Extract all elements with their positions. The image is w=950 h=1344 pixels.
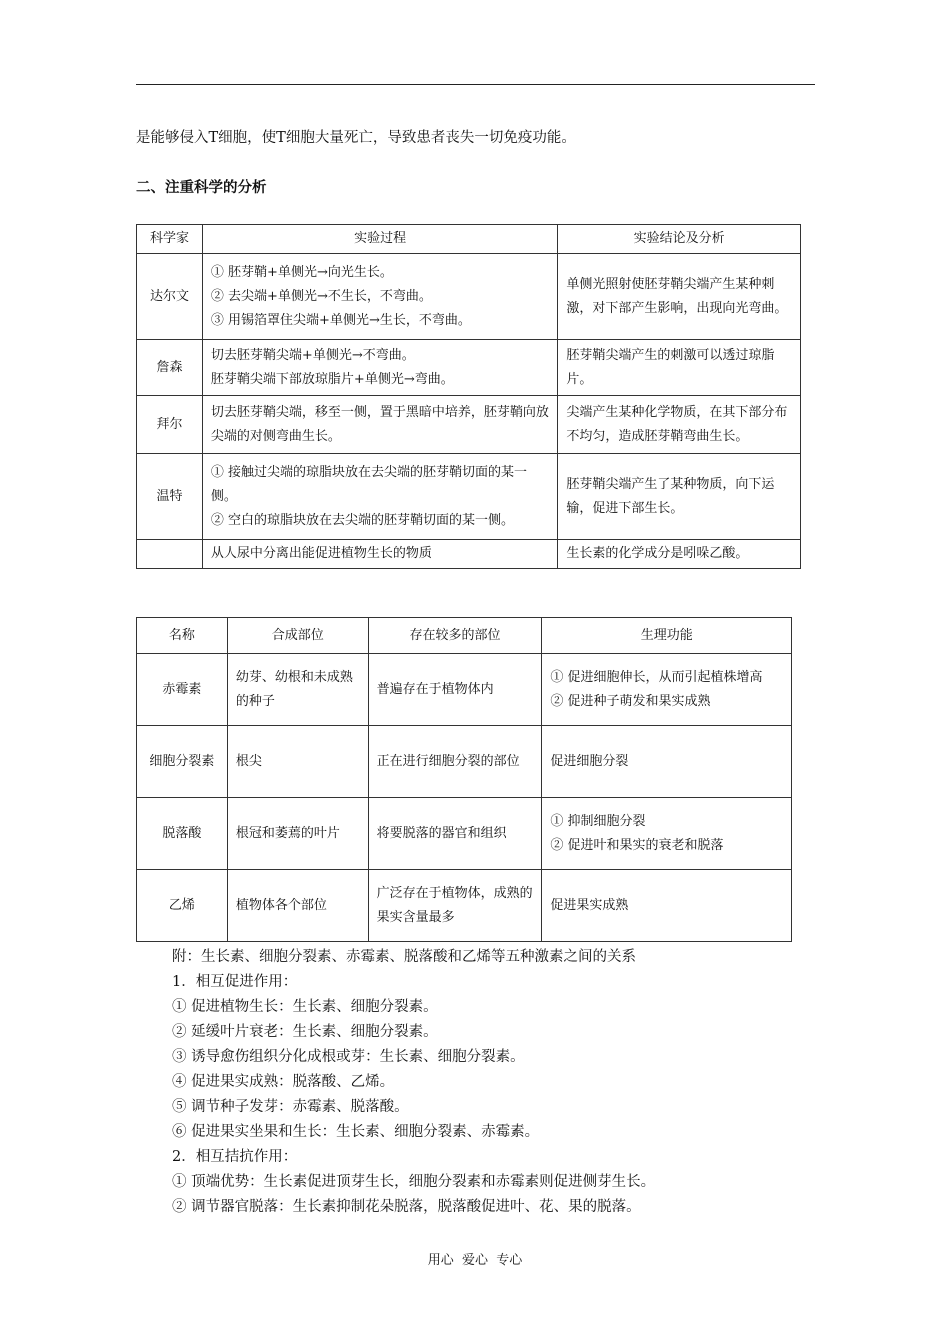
table-header-row — [137, 225, 801, 254]
note-line: 附：生长素、细胞分裂素、赤霉素、脱落酸和乙烯等五种激素之间的关系 — [172, 949, 636, 965]
conclusion-cell: 单侧光照射使胚芽鞘尖端产生某种刺激，对下部产生影响，出现向光弯曲。 — [558, 254, 801, 340]
note-line: 1．相互促进作用： — [172, 974, 298, 990]
table-row — [137, 726, 792, 798]
table-row — [137, 454, 801, 540]
column-header: 生理功能 — [542, 618, 792, 654]
process-step: ① 胚芽鞘+单侧光→向光生长。 — [210, 264, 393, 280]
note-line: ④ 促进果实成熟：脱落酸、乙烯。 — [172, 1074, 395, 1090]
page-footer: 用心 爱心 专心 — [427, 1253, 523, 1268]
scientist-cell: 拜尔 — [137, 396, 203, 454]
conclusion-cell: 胚芽鞘尖端产生的刺激可以透过琼脂片。 — [558, 340, 801, 396]
scientist-cell — [137, 540, 203, 569]
conclusion-cell: 生长素的化学成分是吲哚乙酸。 — [558, 540, 801, 569]
process-cell — [202, 454, 557, 540]
note-line: ③ 诱导愈伤组织分化成根或芽：生长素、细胞分裂素。 — [172, 1049, 525, 1065]
function-item: ① 抑制细胞分裂 — [550, 813, 646, 829]
table-row — [137, 870, 792, 942]
note-line: ① 促进植物生长：生长素、细胞分裂素。 — [172, 999, 438, 1015]
process-step: ② 去尖端+单侧光→不生长，不弯曲。 — [210, 288, 432, 304]
table-row — [137, 340, 801, 396]
conclusion-cell: 尖端产生某种化学物质，在其下部分布不均匀，造成胚芽鞘弯曲生长。 — [558, 396, 801, 454]
hormone-name-cell: 赤霉素 — [137, 654, 228, 726]
table-row — [137, 654, 792, 726]
function-item: ② 促进种子萌发和果实成熟 — [550, 693, 711, 709]
function-cell — [542, 798, 792, 870]
process-step: 胚芽鞘尖端下部放琼脂片+单侧光→弯曲。 — [210, 371, 454, 387]
note-line: ① 顶端优势：生长素促进顶芽生长，细胞分裂素和赤霉素则促进侧芽生长。 — [172, 1174, 656, 1190]
note-line: ② 延缓叶片衰老：生长素、细胞分裂素。 — [172, 1024, 438, 1040]
process-cell — [202, 254, 557, 340]
location-cell: 将要脱落的器官和组织 — [368, 798, 542, 870]
hormone-relations-notes — [172, 945, 655, 1220]
column-header: 名称 — [137, 618, 228, 654]
note-line: ② 调节器官脱落：生长素抑制花朵脱落，脱落酸促进叶、花、果的脱落。 — [172, 1199, 641, 1215]
scientist-cell: 达尔文 — [137, 254, 203, 340]
table-header-row — [137, 618, 792, 654]
hormone-name-cell: 脱落酸 — [137, 798, 228, 870]
location-cell: 普遍存在于植物体内 — [368, 654, 542, 726]
note-line: ⑥ 促进果实坐果和生长：生长素、细胞分裂素、赤霉素。 — [172, 1124, 540, 1140]
process-cell: 切去胚芽鞘尖端，移至一侧，置于黑暗中培养，胚芽鞘向放尖端的对侧弯曲生长。 — [202, 396, 557, 454]
header-rule — [136, 84, 815, 85]
function-item: ① 促进细胞伸长，从而引起植株增高 — [550, 669, 763, 685]
hormone-name-cell: 细胞分裂素 — [137, 726, 228, 798]
location-cell: 正在进行细胞分裂的部位 — [368, 726, 542, 798]
table-row — [137, 540, 801, 569]
plant-hormones-table — [136, 617, 792, 942]
process-step: ① 接触过尖端的琼脂块放在去尖端的胚芽鞘切面的某一侧。 — [210, 464, 528, 504]
synthesis-site-cell: 根尖 — [227, 726, 368, 798]
process-step: 切去胚芽鞘尖端+单侧光→不弯曲。 — [210, 347, 415, 363]
column-header: 存在较多的部位 — [368, 618, 542, 654]
function-cell: 促进细胞分裂 — [542, 726, 792, 798]
process-cell — [202, 340, 557, 396]
intro-paragraph: 是能够侵入T细胞，使T细胞大量死亡，导致患者丧失一切免疫功能。 — [136, 130, 576, 146]
column-header: 合成部位 — [227, 618, 368, 654]
note-line: 2．相互拮抗作用： — [172, 1149, 298, 1165]
column-header: 科学家 — [137, 225, 203, 254]
synthesis-site-cell: 幼芽、幼根和未成熟的种子 — [227, 654, 368, 726]
function-item: ② 促进叶和果实的衰老和脱落 — [550, 837, 724, 853]
hormone-name-cell: 乙烯 — [137, 870, 228, 942]
section-heading: 二、注重科学的分析 — [136, 180, 267, 196]
synthesis-site-cell: 植物体各个部位 — [227, 870, 368, 942]
process-step: ③ 用锡箔罩住尖端+单侧光→生长，不弯曲。 — [210, 312, 471, 328]
table-row — [137, 798, 792, 870]
scientist-experiments-table — [136, 224, 801, 569]
scientist-cell: 詹森 — [137, 340, 203, 396]
table-row — [137, 254, 801, 340]
location-cell: 广泛存在于植物体，成熟的果实含量最多 — [368, 870, 542, 942]
synthesis-site-cell: 根冠和萎蔫的叶片 — [227, 798, 368, 870]
process-step: ② 空白的琼脂块放在去尖端的胚芽鞘切面的某一侧。 — [210, 512, 515, 528]
column-header: 实验结论及分析 — [558, 225, 801, 254]
function-cell — [542, 654, 792, 726]
note-line: ⑤ 调节种子发芽：赤霉素、脱落酸。 — [172, 1099, 409, 1115]
scientist-cell: 温特 — [137, 454, 203, 540]
table-row — [137, 396, 801, 454]
process-cell: 从人尿中分离出能促进植物生长的物质 — [202, 540, 557, 569]
conclusion-cell: 胚芽鞘尖端产生了某种物质，向下运输，促进下部生长。 — [558, 454, 801, 540]
column-header: 实验过程 — [202, 225, 557, 254]
function-cell: 促进果实成熟 — [542, 870, 792, 942]
